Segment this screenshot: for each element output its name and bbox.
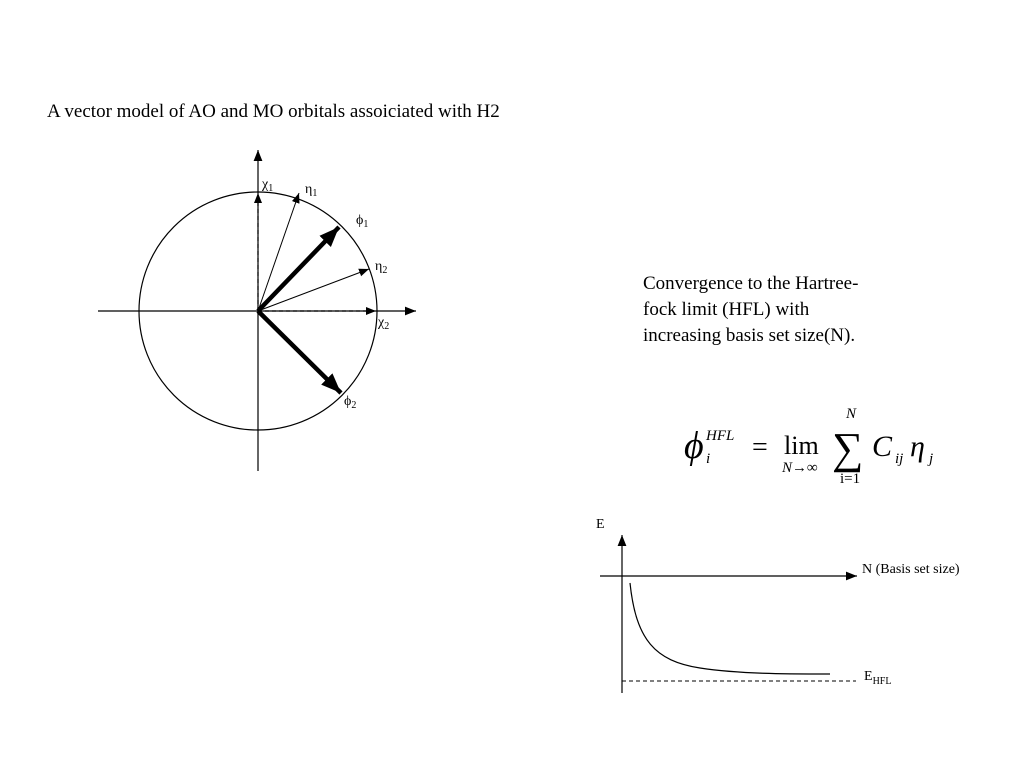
equation-lim-sub: N→∞ — [782, 460, 818, 476]
hfl-equation — [684, 406, 933, 487]
basis-size-axis-label: N (Basis set size) — [862, 562, 960, 577]
equation-phi: ϕ — [684, 425, 704, 467]
page-title: A vector model of AO and MO orbitals assoiciated with H2 — [47, 101, 500, 122]
equation-phi-sup: HFL — [706, 428, 735, 444]
phi1-vector — [258, 227, 339, 311]
equation-phi-sub: i — [706, 451, 711, 467]
eta1-vector — [258, 193, 299, 311]
description-line-3: increasing basis set size(N). — [643, 325, 856, 346]
hfl-limit-label: $E_{HFL}$ — [864, 669, 892, 687]
eta2-label: $\eta_2$ — [375, 259, 388, 276]
description-line-1: Convergence to the Hartree- — [643, 273, 859, 294]
equation-sum-bottom: i=1 — [840, 471, 861, 487]
equation-sum-top: N — [846, 406, 857, 422]
phi1-label: $\phi_1$ — [356, 213, 369, 230]
energy-convergence-plot — [596, 517, 960, 693]
eta1-label: $\eta_1$ — [305, 182, 318, 199]
equation-c-sub: ij — [895, 451, 904, 467]
energy-axis-label: E — [596, 517, 605, 532]
description-line-2: fock limit (HFL) with — [643, 299, 810, 320]
chi2-label: $\chi_2$ — [378, 315, 390, 332]
equation-lim: lim — [784, 431, 819, 460]
energy-convergence-curve — [630, 583, 830, 674]
equation-c: C — [872, 430, 893, 463]
eta2-vector — [258, 269, 369, 311]
chi1-label: $\chi_1$ — [262, 177, 274, 194]
equation-eta-sub: j — [929, 451, 934, 467]
equation-sum: ∑ — [832, 424, 864, 473]
vector-model-diagram — [98, 150, 416, 471]
equation-eta: η — [910, 430, 925, 463]
equation-equals: = — [752, 432, 768, 463]
phi2-vector — [258, 311, 341, 393]
phi2-label: $\phi_2$ — [344, 394, 357, 411]
